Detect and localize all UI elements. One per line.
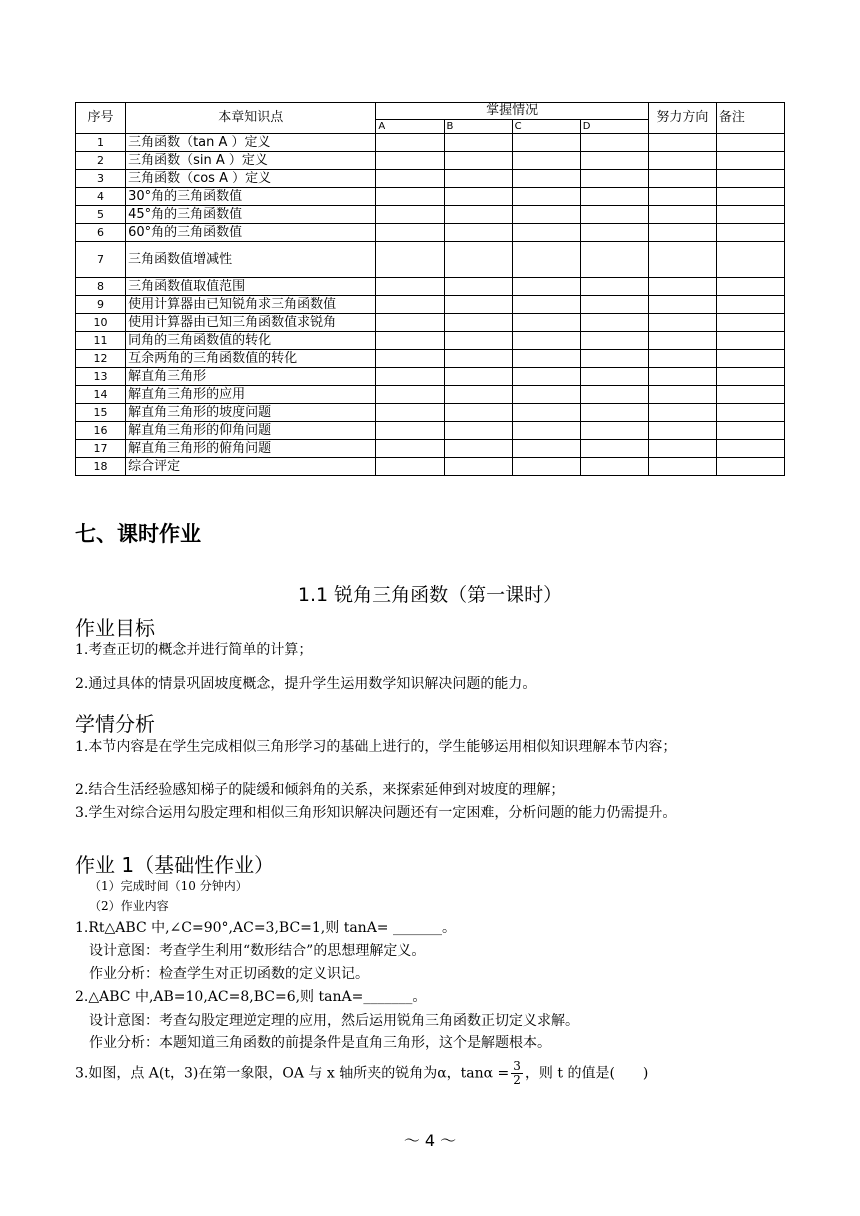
analysis-item-2: 2.结合生活经验感知梯子的陡缓和倾斜角的关系，来探索延伸到对坡度的理解； [75,782,565,798]
goals-heading: 作业目标 [75,616,155,640]
cell-level-d [580,458,648,476]
header-level-a: A [376,120,444,134]
row-topic: 互余两角的三角函数值的转化 [126,350,376,368]
cell-remark [716,350,784,368]
row-topic: 解直角三角形 [126,368,376,386]
cell-level-c [512,170,580,188]
cell-level-b [444,332,512,350]
header-no: 序号 [76,103,126,134]
cell-level-a [376,170,444,188]
cell-effort [648,170,716,188]
question-3-text: 3.如图，点 A(t，3)在第一象限，OA 与 x 轴所夹的锐角为α，tanα = [75,1065,510,1082]
row-number: 10 [76,314,126,332]
row-topic: 解直角三角形的俯角问题 [126,440,376,458]
cell-effort [648,404,716,422]
row-topic: 解直角三角形的应用 [126,386,376,404]
analysis-heading: 学情分析 [75,712,155,736]
cell-level-a [376,206,444,224]
row-number: 3 [76,170,126,188]
row-topic: 45°角的三角函数值 [126,206,376,224]
cell-level-a [376,386,444,404]
header-topic: 本章知识点 [126,103,376,134]
cell-level-b [444,224,512,242]
cell-level-a [376,188,444,206]
cell-remark [716,314,784,332]
cell-effort [648,368,716,386]
cell-level-d [580,296,648,314]
section-heading: 七、课时作业 [75,522,201,546]
row-topic: 综合评定 [126,458,376,476]
cell-level-a [376,314,444,332]
cell-level-d [580,170,648,188]
cell-effort [648,134,716,152]
table-row [76,440,785,458]
table-row [76,314,785,332]
cell-level-b [444,242,512,278]
row-topic: 使用计算器由已知三角函数值求锐角 [126,314,376,332]
table-row [76,296,785,314]
homework-heading: 作业 1（基础性作业） [75,853,275,877]
row-topic: 使用计算器由已知锐角求三角函数值 [126,296,376,314]
table-row [76,404,785,422]
fraction-three-halves [511,1060,523,1087]
table-row [76,278,785,296]
cell-remark [716,170,784,188]
page-number: ～ 4 ～ [403,1131,457,1150]
cell-level-c [512,350,580,368]
table-row [76,170,785,188]
cell-level-b [444,170,512,188]
cell-level-b [444,278,512,296]
cell-level-d [580,206,648,224]
cell-level-a [376,422,444,440]
header-mastery: 掌握情况 [376,103,648,120]
cell-level-b [444,440,512,458]
question-2-design: 设计意图：考查勾股定理逆定理的应用，然后运用锐角三角函数正切定义求解。 [89,1013,579,1029]
cell-level-a [376,368,444,386]
cell-level-a [376,440,444,458]
cell-level-c [512,152,580,170]
cell-level-b [444,206,512,224]
cell-level-a [376,350,444,368]
cell-level-c [512,386,580,404]
cell-effort [648,386,716,404]
header-level-b: B [444,120,512,134]
row-topic: 三角函数（cos A ）定义 [126,170,376,188]
cell-remark [716,386,784,404]
row-number: 12 [76,350,126,368]
cell-level-d [580,188,648,206]
homework-time: （1）完成时间（10 分钟内） [89,879,248,893]
question-3-tail: ，则 t 的值是( ) [524,1065,649,1082]
row-topic: 同角的三角函数值的转化 [126,332,376,350]
row-topic: 30°角的三角函数值 [126,188,376,206]
cell-level-b [444,458,512,476]
cell-level-b [444,152,512,170]
cell-level-d [580,350,648,368]
cell-level-b [444,386,512,404]
cell-level-c [512,440,580,458]
header-level-c: C [512,120,580,134]
cell-level-d [580,314,648,332]
row-number: 17 [76,440,126,458]
cell-effort [648,242,716,278]
header-level-d: D [580,120,648,134]
cell-level-b [444,422,512,440]
cell-level-d [580,134,648,152]
cell-effort [648,422,716,440]
cell-level-c [512,224,580,242]
cell-level-a [376,458,444,476]
cell-effort [648,278,716,296]
cell-level-b [444,134,512,152]
cell-remark [716,206,784,224]
cell-level-c [512,134,580,152]
table-row [76,134,785,152]
goal-item-1: 1.考查正切的概念并进行简单的计算； [75,642,313,658]
cell-remark [716,242,784,278]
cell-level-c [512,332,580,350]
row-topic: 三角函数值增减性 [126,242,376,278]
cell-level-c [512,314,580,332]
cell-level-b [444,368,512,386]
table-row [76,368,785,386]
row-topic: 解直角三角形的坡度问题 [126,404,376,422]
row-number: 5 [76,206,126,224]
analysis-item-1: 1.本节内容是在学生完成相似三角形学习的基础上进行的，学生能够运用相似知识理解本节内容； [75,739,677,755]
cell-remark [716,404,784,422]
question-1-analysis: 作业分析：检查学生对正切函数的定义识记。 [89,966,369,982]
header-effort: 努力方向 [648,103,716,134]
cell-level-d [580,386,648,404]
homework-content-label: （2）作业内容 [89,899,169,913]
table-row [76,332,785,350]
cell-level-d [580,440,648,458]
table-row [76,242,785,278]
lesson-title: 1.1 锐角三角函数（第一课时） [297,584,563,606]
row-topic: 三角函数值取值范围 [126,278,376,296]
header-remark: 备注 [716,103,784,134]
cell-level-a [376,332,444,350]
cell-level-b [444,188,512,206]
cell-remark [716,188,784,206]
row-number: 9 [76,296,126,314]
fraction-denominator: 2 [513,1073,521,1087]
row-number: 8 [76,278,126,296]
row-number: 11 [76,332,126,350]
row-number: 2 [76,152,126,170]
cell-effort [648,224,716,242]
cell-level-d [580,278,648,296]
table-body [76,134,785,476]
cell-level-c [512,422,580,440]
row-number: 16 [76,422,126,440]
cell-effort [648,152,716,170]
row-topic: 三角函数（sin A ）定义 [126,152,376,170]
table-row [76,224,785,242]
cell-level-c [512,404,580,422]
cell-effort [648,206,716,224]
cell-level-b [444,314,512,332]
cell-level-d [580,152,648,170]
question-1: 1.Rt△ABC 中,∠C=90°,AC=3,BC=1,则 tanA= _______。 [75,920,456,936]
analysis-item-3: 3.学生对综合运用勾股定理和相似三角形知识解决问题还有一定困难，分析问题的能力仍需提升。 [75,805,677,821]
cell-effort [648,458,716,476]
question-2-analysis: 作业分析：本题知道三角函数的前提条件是直角三角形，这个是解题根本。 [89,1035,551,1051]
cell-level-a [376,296,444,314]
cell-remark [716,368,784,386]
cell-level-b [444,404,512,422]
cell-level-a [376,404,444,422]
cell-level-d [580,242,648,278]
row-number: 4 [76,188,126,206]
row-topic: 60°角的三角函数值 [126,224,376,242]
cell-level-a [376,134,444,152]
cell-level-d [580,332,648,350]
cell-effort [648,440,716,458]
cell-remark [716,422,784,440]
table-row [76,458,785,476]
cell-remark [716,134,784,152]
question-2: 2.△ABC 中,AB=10,AC=8,BC=6,则 tanA=_______。 [75,989,427,1005]
cell-remark [716,278,784,296]
cell-remark [716,440,784,458]
cell-level-d [580,224,648,242]
table-row [76,422,785,440]
cell-level-c [512,188,580,206]
table-row [76,386,785,404]
cell-level-d [580,422,648,440]
cell-effort [648,332,716,350]
row-number: 1 [76,134,126,152]
row-number: 7 [76,242,126,278]
row-number: 15 [76,404,126,422]
cell-level-a [376,278,444,296]
row-number: 14 [76,386,126,404]
cell-level-c [512,242,580,278]
cell-level-d [580,368,648,386]
cell-effort [648,296,716,314]
cell-level-c [512,296,580,314]
table-row [76,350,785,368]
knowledge-mastery-table [75,102,785,476]
table-row [76,206,785,224]
question-3 [75,1060,790,1087]
cell-effort [648,350,716,368]
cell-effort [648,314,716,332]
cell-remark [716,332,784,350]
goal-item-2: 2.通过具体的情景巩固坡度概念，提升学生运用数学知识解决问题的能力。 [75,676,537,692]
fraction-numerator: 3 [513,1059,521,1073]
cell-level-a [376,224,444,242]
cell-level-a [376,242,444,278]
table-row [76,188,785,206]
cell-level-c [512,278,580,296]
cell-level-b [444,350,512,368]
cell-level-b [444,296,512,314]
cell-level-c [512,206,580,224]
cell-remark [716,152,784,170]
cell-level-c [512,368,580,386]
row-topic: 解直角三角形的仰角问题 [126,422,376,440]
row-topic: 三角函数（tan A ）定义 [126,134,376,152]
cell-effort [648,188,716,206]
cell-remark [716,296,784,314]
row-number: 13 [76,368,126,386]
row-number: 6 [76,224,126,242]
row-number: 18 [76,458,126,476]
cell-level-a [376,152,444,170]
question-1-design: 设计意图：考查学生利用“数形结合”的思想理解定义。 [89,943,426,959]
cell-remark [716,458,784,476]
table-row [76,152,785,170]
cell-level-c [512,458,580,476]
cell-level-d [580,404,648,422]
cell-remark [716,224,784,242]
